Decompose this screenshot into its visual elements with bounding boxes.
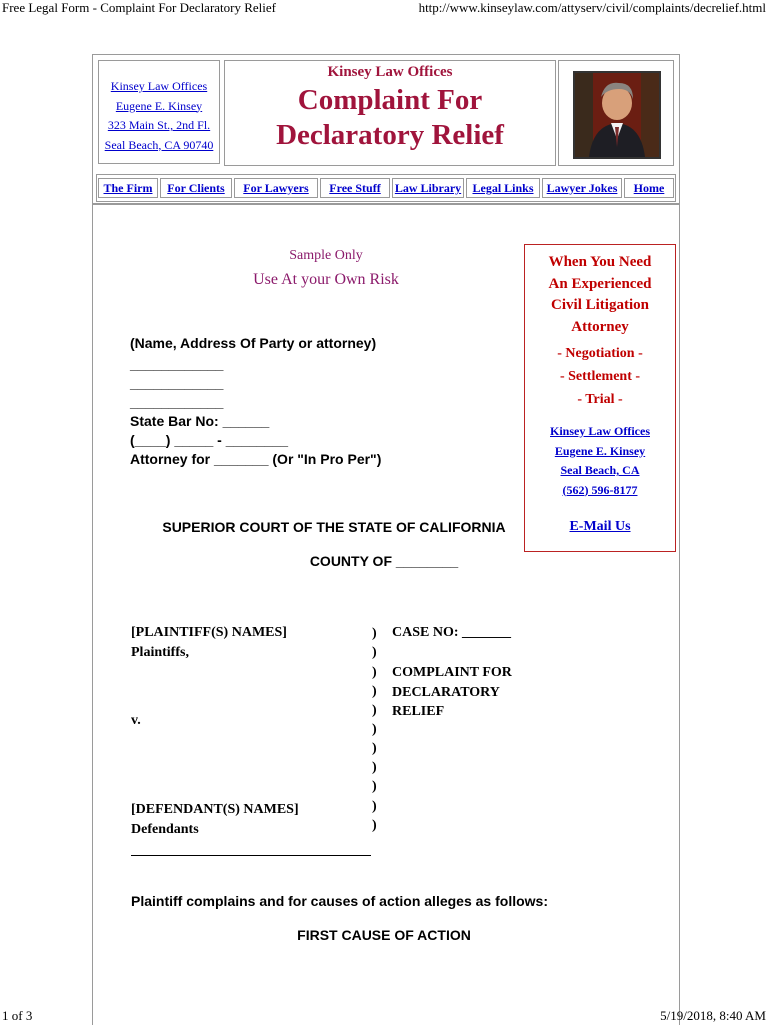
print-page-title: Free Legal Form - Complaint For Declaratory Relief [2, 0, 277, 15]
ad-name-link[interactable]: Eugene E. Kinsey [554, 443, 646, 458]
email-us-link[interactable]: E-Mail Us [569, 519, 631, 534]
contact-name-link[interactable]: Eugene E. Kinsey [115, 98, 203, 113]
photo-cell [558, 60, 674, 166]
ad-heading-4: Attorney [571, 318, 629, 335]
nav-cell-clients [160, 178, 232, 198]
ad-phone-link[interactable]: (562) 596-8177 [562, 482, 638, 497]
page-title-line1: Complaint For [297, 84, 483, 116]
sidebar-ad [524, 244, 676, 552]
nav-item-home[interactable]: Home [633, 181, 665, 195]
blank-line-3: ____________ [130, 394, 224, 410]
page-title-line2: Declaratory Relief [276, 119, 504, 151]
title-firm: Kinsey Law Offices [327, 64, 453, 80]
nav-cell-lawyers [234, 178, 318, 198]
first-cause-heading: FIRST CAUSE OF ACTION [297, 927, 471, 943]
complaint-title-line2: DECLARATORY [392, 684, 500, 700]
complaint-title-line3: RELIEF [392, 704, 445, 719]
phone-line: (____) _____ - ________ [130, 432, 289, 448]
print-page-number: 1 of 3 [2, 1008, 33, 1023]
ad-heading-2: An Experienced [548, 275, 652, 292]
nav-cell-firm [98, 178, 158, 198]
sample-notice: Sample Only [289, 248, 363, 263]
caption-paren: ) [372, 760, 377, 775]
defendant-names: [DEFENDANT(S) NAMES] [131, 802, 299, 817]
nav-cell-free [320, 178, 390, 198]
contact-city-link[interactable]: Seal Beach, CA 90740 [104, 137, 214, 152]
attorney-photo [573, 71, 661, 159]
caption-paren: ) [372, 645, 377, 660]
plaintiffs-label: Plaintiffs, [131, 645, 189, 660]
complaint-intro: Plaintiff complains and for causes of action alleges as follows: [131, 893, 548, 909]
contact-street-link[interactable]: 323 Main St., 2nd Fl. [107, 118, 211, 132]
ad-city-link[interactable]: Seal Beach, CA [560, 463, 640, 477]
attorney-for-line: Attorney for _______ (Or "In Pro Per") [130, 451, 382, 467]
portrait-image [575, 73, 659, 157]
caption-paren: ) [372, 722, 377, 737]
party-block [130, 334, 381, 469]
state-bar-line: State Bar No: ______ [130, 413, 270, 429]
caption-paren: ) [372, 799, 377, 814]
nav-item-law-library[interactable]: Law Library [394, 181, 462, 195]
nav-item-for-clients[interactable]: For Clients [167, 181, 225, 195]
blank-line-1: ____________ [130, 356, 224, 372]
print-datetime: 5/19/2018, 8:40 AM [660, 1008, 766, 1023]
nav-item-for-lawyers[interactable]: For Lawyers [243, 181, 309, 195]
title-cell [224, 60, 556, 166]
party-heading: (Name, Address Of Party or attorney) [130, 335, 377, 351]
nav-cell-links [466, 178, 540, 198]
county-heading: COUNTY OF ________ [309, 553, 459, 569]
ad-heading-1: When You Need [548, 254, 652, 270]
ad-heading-3: Civil Litigation [551, 297, 649, 313]
nav-cell-library [392, 178, 464, 198]
caption-paren: ) [372, 818, 377, 833]
caption-paren: ) [372, 779, 377, 794]
nav-cell-home [624, 178, 674, 198]
risk-notice: Use At your Own Risk [253, 271, 399, 288]
caption-paren: ) [372, 703, 377, 718]
blank-line-2: ____________ [130, 375, 224, 391]
caption-paren: ) [372, 741, 377, 756]
ad-firm-link[interactable]: Kinsey Law Offices [550, 424, 650, 438]
caption-paren: ) [372, 665, 377, 680]
nav-item-free-stuff[interactable]: Free Stuff [329, 181, 381, 195]
nav-item-lawyer-jokes[interactable]: Lawyer Jokes [546, 181, 618, 195]
nav-cell-jokes [542, 178, 622, 198]
versus-label: v. [131, 713, 141, 728]
nav-item-legal-links[interactable]: Legal Links [472, 181, 534, 195]
nav-item-the-firm[interactable]: The Firm [103, 181, 153, 195]
complaint-title-block [392, 663, 512, 722]
caption-underline [131, 855, 371, 856]
caption-paren: ) [372, 626, 377, 641]
plaintiff-names: [PLAINTIFF(S) NAMES] [131, 625, 287, 640]
ad-item-negotiation: - Negotiation - [557, 346, 643, 361]
defendants-label: Defendants [131, 822, 199, 837]
caption-paren: ) [372, 684, 377, 699]
ad-item-trial: - Trial - [577, 392, 623, 407]
print-url: http://www.kinseylaw.com/attyserv/civil/complaints/decrelief.html [418, 0, 766, 15]
contact-cell [98, 60, 220, 164]
court-heading: SUPERIOR COURT OF THE STATE OF CALIFORNIA [162, 519, 506, 535]
case-number: CASE NO: _______ [392, 625, 512, 640]
complaint-title-line1: COMPLAINT FOR [392, 665, 512, 680]
ad-item-settlement: - Settlement - [559, 369, 641, 384]
contact-firm-link[interactable]: Kinsey Law Offices [110, 79, 208, 93]
